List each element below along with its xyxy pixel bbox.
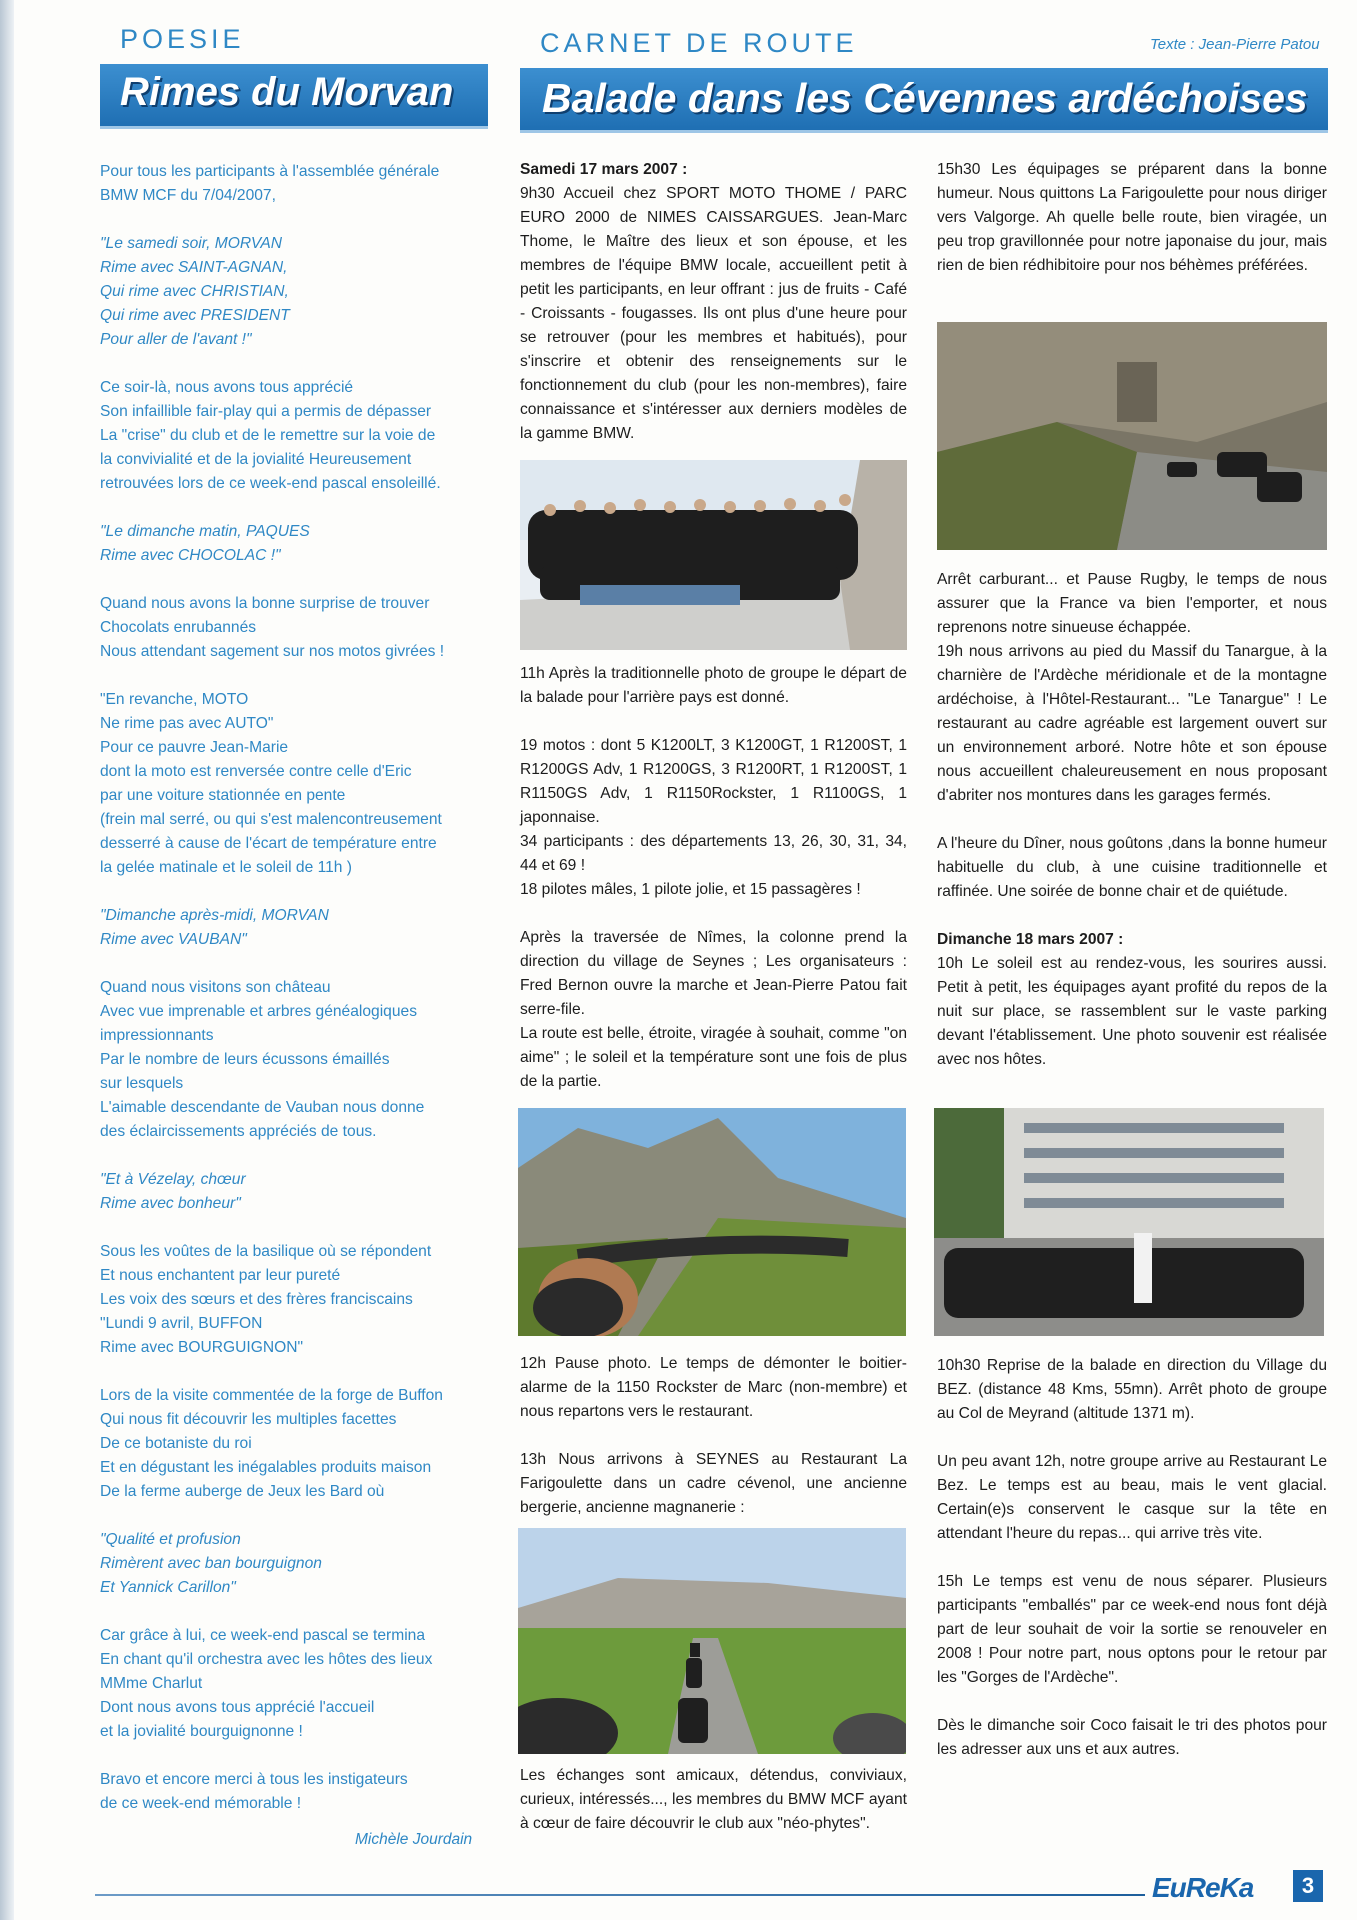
poem-stanza <box>100 1624 480 1744</box>
section-kicker-carnet: CARNET DE ROUTE <box>540 28 858 58</box>
article-paragraph: 18 pilotes mâles, 1 pilote jolie, et 15 passagères ! <box>520 881 861 898</box>
carnet-banner-underline <box>520 130 1328 133</box>
poem-line: Bravo et encore merci à tous les instigateurs <box>100 1771 408 1788</box>
article-column-2a <box>520 158 907 470</box>
poem-line: dont la moto est renversée contre celle d'Eric <box>100 763 412 780</box>
article-paragraph: Arrêt carburant... et Pause Rugby, le temps de nous assurer que la France va bien l'emporter, et nous reprenons notre sinueuse échappée. <box>937 571 1327 636</box>
poem-line: Pour ce pauvre Jean-Marie <box>100 739 289 756</box>
hotel-photo <box>934 1108 1324 1336</box>
article-paragraph: Dès le dimanche soir Coco faisait le tri des photos pour les adresser aux uns et aux autres. <box>937 1717 1327 1758</box>
poem-line: retrouvées lors de ce week-end pascal ensoleillé. <box>100 475 441 492</box>
poem-stanzas <box>100 232 480 1816</box>
article-paragraph: La route est belle, étroite, viragée à souhait, comme "on aime" ; le soleil et la température sont une fois de plus de la partie. <box>520 1025 907 1090</box>
poem-line: De la ferme auberge de Jeux les Bard où <box>100 1483 385 1500</box>
poem-line: Quand nous visitons son château <box>100 979 331 996</box>
poem-line: Et nous enchantent par leur pureté <box>100 1267 341 1284</box>
article-paragraph: 34 participants : des départements 13, 26, 30, 31, 34, 44 et 69 ! <box>520 833 907 874</box>
poem-line: Qui rime avec PRESIDENT <box>100 307 290 324</box>
poem-stanza <box>100 688 480 880</box>
poem-line: Car grâce à lui, ce week-end pascal se termina <box>100 1627 426 1644</box>
poem-line: "Qualité et profusion <box>100 1531 241 1548</box>
poem-line: Rime avec SAINT-AGNAN, <box>100 259 288 276</box>
poesie-title: Rimes du Morvan <box>120 70 454 114</box>
footer-rule <box>95 1894 1145 1896</box>
poem-stanza <box>100 1240 480 1360</box>
bikes-road-photo <box>518 1528 906 1754</box>
article-paragraph: 9h30 Accueil chez SPORT MOTO THOME / PARC EURO 2000 de NIMES CAISSARGUES. Jean-Marc Thome, le Maître des lieux et son épouse, et les membres de l'équipe BMW locale, accueillent petit à petit les participants, en leur offrant : jus de fruits - Café - Croissants - fougasses. Ils ont plus d'une heure pour se retrouver (pour les membres et habitués), pour s'inscrire et obtenir des renseignements sur le fonctionnement du club (pour les non-membres), faire connaissance et s'intéresser aux derniers modèles de la gamme BMW. <box>520 185 907 442</box>
poem-line: Lors de la visite commentée de la forge de Buffon <box>100 1387 443 1404</box>
poem-line: sur lesquels <box>100 1075 184 1092</box>
poem-body <box>100 160 480 1840</box>
article-column-2b <box>520 662 907 1118</box>
poem-line: Et en dégustant les inégalables produits maison <box>100 1459 432 1476</box>
poesie-title-banner <box>100 64 488 126</box>
article-paragraph: A l'heure du Dîner, nous goûtons ,dans la bonne humeur habituelle du club, à une cuisine traditionnelle et raffinée. Une soirée de bonne chair et de quiétude. <box>937 835 1327 900</box>
poem-line: Rime avec VAUBAN" <box>100 931 247 948</box>
poem-line: Par le nombre de leurs écussons émaillés <box>100 1051 390 1068</box>
poem-line: Ne rime pas avec AUTO" <box>100 715 274 732</box>
article-paragraph: 11h Après la traditionnelle photo de groupe le départ de la balade pour l'arrière pays est donné. <box>520 665 907 706</box>
poem-stanza <box>100 232 480 352</box>
poem-line: des éclaircissements appréciés de tous. <box>100 1123 377 1140</box>
date-heading-sunday: Dimanche 18 mars 2007 : <box>937 931 1124 948</box>
poem-line: "Et à Vézelay, chœur <box>100 1171 246 1188</box>
article-paragraph: Les échanges sont amicaux, détendus, conviviaux, curieux, intéressés..., les membres du BMW MCF ayant à cœur de faire découvrir le club aux "néo-phytes". <box>520 1767 907 1832</box>
article-paragraph: 15h30 Les équipages se préparent dans la bonne humeur. Nous quittons La Farigoulette pour nous diriger vers Valgorge. Ah quelle belle route, bien viragée, un peu trop gravillonnée pour notre japonaise du jour, mais rien de bien rédhibitoire pour nos béhèmes préférées. <box>937 161 1327 274</box>
article-paragraph: 19 motos : dont 5 K1200LT, 3 K1200GT, 1 R1200ST, 1 R1200GS Adv, 1 R1200GS, 3 R1200RT, 1 R1200ST, 1 R1150GS Adv, 1 R1150Rockster, 1 R1100GS, 1 japonnaise. <box>520 737 907 826</box>
poem-stanza <box>100 904 480 952</box>
article-column-2d <box>520 1764 907 1836</box>
poem-line: Son infaillible fair-play qui a permis de dépasser <box>100 403 432 420</box>
poem-line: Ce soir-là, nous avons tous apprécié <box>100 379 354 396</box>
poem-line: Nous attendant sagement sur nos motos givrées ! <box>100 643 445 660</box>
poem-line: (frein mal serré, ou qui s'est malencontreusement <box>100 811 442 828</box>
poem-line: MMme Charlut <box>100 1675 203 1692</box>
poem-stanza <box>100 1168 480 1216</box>
poem-intro: Pour tous les participants à l'assemblée générale BMW MCF du 7/04/2007, <box>100 163 440 204</box>
section-kicker-poesie: POESIE <box>120 24 245 54</box>
article-paragraph: 12h Pause photo. Le temps de démonter le boitier-alarme de la 1150 Rockster de Marc (non-membre) et nous repartons vers le restaurant. <box>520 1355 907 1420</box>
poesie-banner-underline <box>100 126 488 129</box>
poem-line: Sous les voûtes de la basilique où se répondent <box>100 1243 432 1260</box>
carnet-title-banner <box>520 68 1328 130</box>
poem-line: "Lundi 9 avril, BUFFON <box>100 1315 263 1332</box>
poem-line: Les voix des sœurs et des frères franciscains <box>100 1291 413 1308</box>
article-paragraph: Après la traversée de Nîmes, la colonne prend la direction du village de Seynes ; Les organisateurs : Fred Bernon ouvre la marche et Jean-Pierre Patou fait serre-file. <box>520 929 907 1018</box>
poem-line: par une voiture stationnée en pente <box>100 787 346 804</box>
poem-line: La "crise" du club et de le remettre sur la voie de <box>100 427 436 444</box>
article-column-3a <box>937 158 1327 278</box>
poem-stanza <box>100 1384 480 1504</box>
poem-signature: Michèle Jourdain <box>355 1831 473 1848</box>
poem-line: la convivialité et de la jovialité Heureusement <box>100 451 412 468</box>
poem-stanza <box>100 592 480 664</box>
article-paragraph: 13h Nous arrivons à SEYNES au Restaurant La Farigoulette dans un cadre cévenol, une ancienne bergerie, ancienne magnanerie : <box>520 1451 907 1516</box>
poem-stanza <box>100 1768 480 1816</box>
poem-line: Avec vue imprenable et arbres généalogiques <box>100 1003 417 1020</box>
carnet-title: Balade dans les Cévennes ardéchoises <box>542 75 1308 121</box>
article-column-3b <box>937 568 1327 1072</box>
poem-line: "Le dimanche matin, PAQUES <box>100 523 310 540</box>
poem-line: "Le samedi soir, MORVAN <box>100 235 283 252</box>
poem-line: Qui rime avec CHRISTIAN, <box>100 283 289 300</box>
poem-line: Chocolats enrubannés <box>100 619 257 636</box>
rock-road-photo <box>937 322 1327 550</box>
road-photo <box>518 1108 906 1336</box>
poem-line: la gelée matinale et le soleil de 11h ) <box>100 859 352 876</box>
poem-line: Pour aller de l'avant !" <box>100 331 252 348</box>
article-paragraph: 10h30 Reprise de la balade en direction du Village du BEZ. (distance 48 Kms, 55mn). Arrêt photo de groupe au Col de Meyrand (altitude 1371 m). <box>937 1357 1327 1422</box>
poem-stanza <box>100 1528 480 1600</box>
poem-line: En chant qu'il orchestra avec les hôtes des lieux <box>100 1651 433 1668</box>
magazine-logo: EuReKa <box>1152 1872 1254 1903</box>
poem-stanza <box>100 976 480 1144</box>
article-column-2c <box>520 1352 907 1544</box>
page-number: 3 <box>1293 1870 1323 1902</box>
poem-line: Rime avec bonheur" <box>100 1195 241 1212</box>
poem-line: et la jovialité bourguignonne ! <box>100 1723 303 1740</box>
group-photo <box>520 460 907 650</box>
poem-line: Et Yannick Carillon" <box>100 1579 236 1596</box>
article-paragraph: 19h nous arrivons au pied du Massif du Tanargue, à la charnière de l'Ardèche méridionale et de la montagne ardéchoise, à l'Hôtel-Restaurant... "Le Tanargue" ! Le restaurant au cadre agréable est largement ouvert sur un environnement arboré. Notre hôte et son épouse nous accueillent chaleureusement en nous proposant d'abriter nos montures dans les garages fermés. <box>937 643 1327 804</box>
poem-line: Rime avec BOURGUIGNON" <box>100 1339 304 1356</box>
poem-line: impressionnants <box>100 1027 214 1044</box>
article-column-3c <box>937 1354 1327 1762</box>
poem-line: De ce botaniste du roi <box>100 1435 252 1452</box>
poem-line: Quand nous avons la bonne surprise de trouver <box>100 595 430 612</box>
poem-stanza <box>100 520 480 568</box>
poem-line: Dont nous avons tous apprécié l'accueil <box>100 1699 375 1716</box>
poem-line: L'aimable descendante de Vauban nous donne <box>100 1099 425 1116</box>
date-heading-saturday: Samedi 17 mars 2007 : <box>520 161 688 178</box>
poem-line: "Dimanche après-midi, MORVAN <box>100 907 329 924</box>
poem-stanza <box>100 376 480 496</box>
article-paragraph: Un peu avant 12h, notre groupe arrive au Restaurant Le Bez. Le temps est au beau, mais le vent glacial. Certain(e)s conservent le casque sur la tête en attendant l'heure du repas... qui arrive très vite. <box>937 1453 1327 1542</box>
article-paragraph: 15h Le temps est venu de nous séparer. Plusieurs participants "emballés" par ce week-end nous font déjà part de leur souhait de voir la sortie se renouveler en 2008 ! Pour notre part, nous optons pour le retour par les "Gorges de l'Ardèche". <box>937 1573 1327 1686</box>
poem-line: Rimèrent avec ban bourguignon <box>100 1555 322 1572</box>
poem-line: Qui nous fit découvrir les multiples facettes <box>100 1411 397 1428</box>
article-paragraph: 10h Le soleil est au rendez-vous, les sourires aussi. Petit à petit, les équipages ayant profité du repos de la nuit sur place, se rassemblent sur le vaste parking devant l'établissement. Une photo souvenir est réalisée avec nos hôtes. <box>937 955 1327 1068</box>
page-edge <box>0 0 14 1920</box>
poem-line: desserré à cause de l'écart de température entre <box>100 835 437 852</box>
poem-line: "En revanche, MOTO <box>100 691 249 708</box>
poem-line: de ce week-end mémorable ! <box>100 1795 302 1812</box>
poem-line: Rime avec CHOCOLAC !" <box>100 547 281 564</box>
article-credit: Texte : Jean-Pierre Patou <box>1150 36 1320 53</box>
